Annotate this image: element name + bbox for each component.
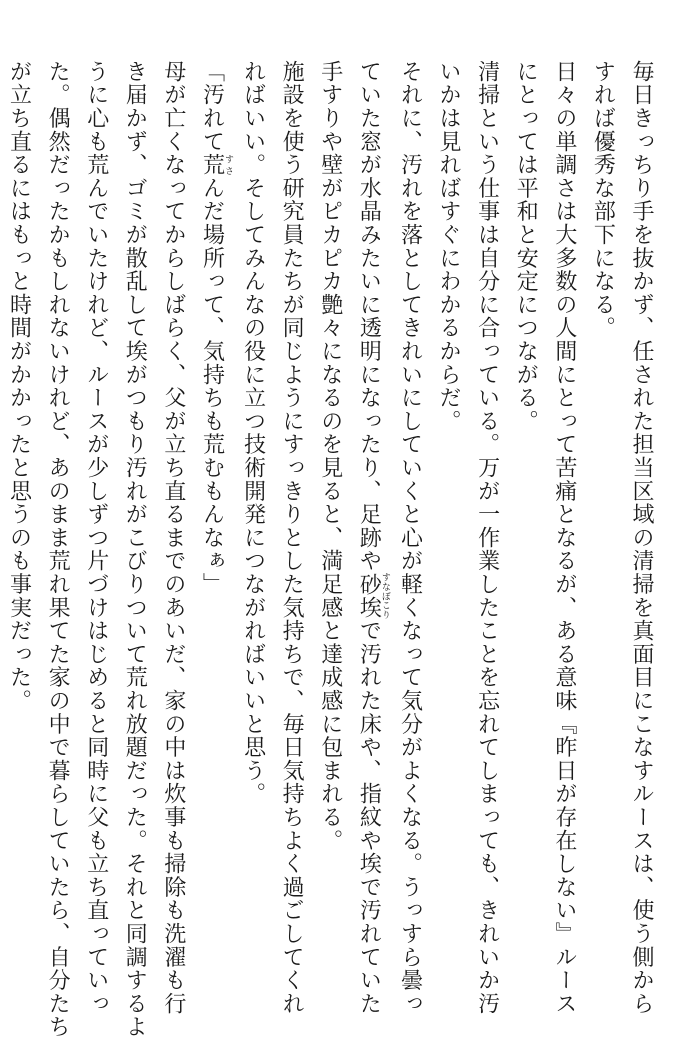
vertical-text-body (0, 60, 660, 1039)
text-line: いかは見ればすぐにわかるからだ。 (436, 60, 462, 433)
text-line: 清掃という仕事は自分に合っている。万が一作業したことを忘れてしまっても、きれいか汚 (474, 60, 500, 1016)
text-line: が立ち直るにはもっと時間がかかったと思うのも事実だった。 (6, 60, 32, 713)
ruby-reading: すなぼこり (379, 572, 390, 620)
text-segment: 「汚れて (199, 60, 225, 154)
text-segment: で汚れた床や、指紋や埃で汚れていた (356, 619, 382, 1016)
text-line: それに、汚れを落としてきれいにしていくと心が軽くなって気分がよくなる。うっすら曇っ (397, 60, 423, 1016)
text-line-with-ruby (192, 60, 233, 970)
ruby-sunabokori (356, 572, 390, 620)
text-line: すれば優秀な部下になる。 (590, 60, 616, 340)
text-segment: んだ場所って、気持ちも荒むもんなぁ」 (199, 176, 225, 596)
text-line: 手すりや壁がピカピカ艶々になるのを見ると、満足感と達成感に包まれる。 (317, 60, 343, 853)
text-line: ればいい。そしてみんなの役に立つ技術開発につながればいいと思う。 (240, 60, 266, 806)
text-line: た。偶然だったかもしれないけれど、あのまま荒れ果てた家の中で暮らしていたら、自分たち (45, 60, 71, 1039)
text-segment: ていた窓が水晶みたいに透明になったり、足跡や (356, 60, 382, 573)
ruby-base: 砂埃 (356, 572, 382, 620)
text-line: にとっては平和と安定につながる。 (513, 60, 539, 433)
text-line: 施設を使う研究員たちが同じようにすっきりとした気持ちで、毎日気持ちよく過ごしてくれ (279, 60, 305, 1016)
text-line: 日々の単調さは大多数の人間にとって苦痛となるが、ある意味『昨日が存在しない』ルース (551, 60, 577, 1016)
text-line: 毎日きっちり手を抜かず、任された担当区域の清掃を真面目にこなすルースは、使う側から (629, 60, 654, 1016)
ruby-susan (199, 153, 233, 177)
ruby-reading: すさ (222, 153, 233, 177)
text-line: 母が亡くなってからしばらく、父が立ち直るまでのあいだ、家の中は炊事も掃除も洗濯も行 (160, 60, 186, 1016)
text-line-with-ruby (349, 60, 390, 1016)
text-line: き届かず、ゴミが散乱して埃がつもり汚れがこびりついて荒れ放題だった。それと同調するよ (122, 60, 148, 1039)
text-line: うに心も荒んでいたけれど、ルースが少しずつ片づけはじめると同時に父も立ち直っていっ (83, 60, 109, 1016)
ruby-base: 荒 (199, 153, 225, 177)
